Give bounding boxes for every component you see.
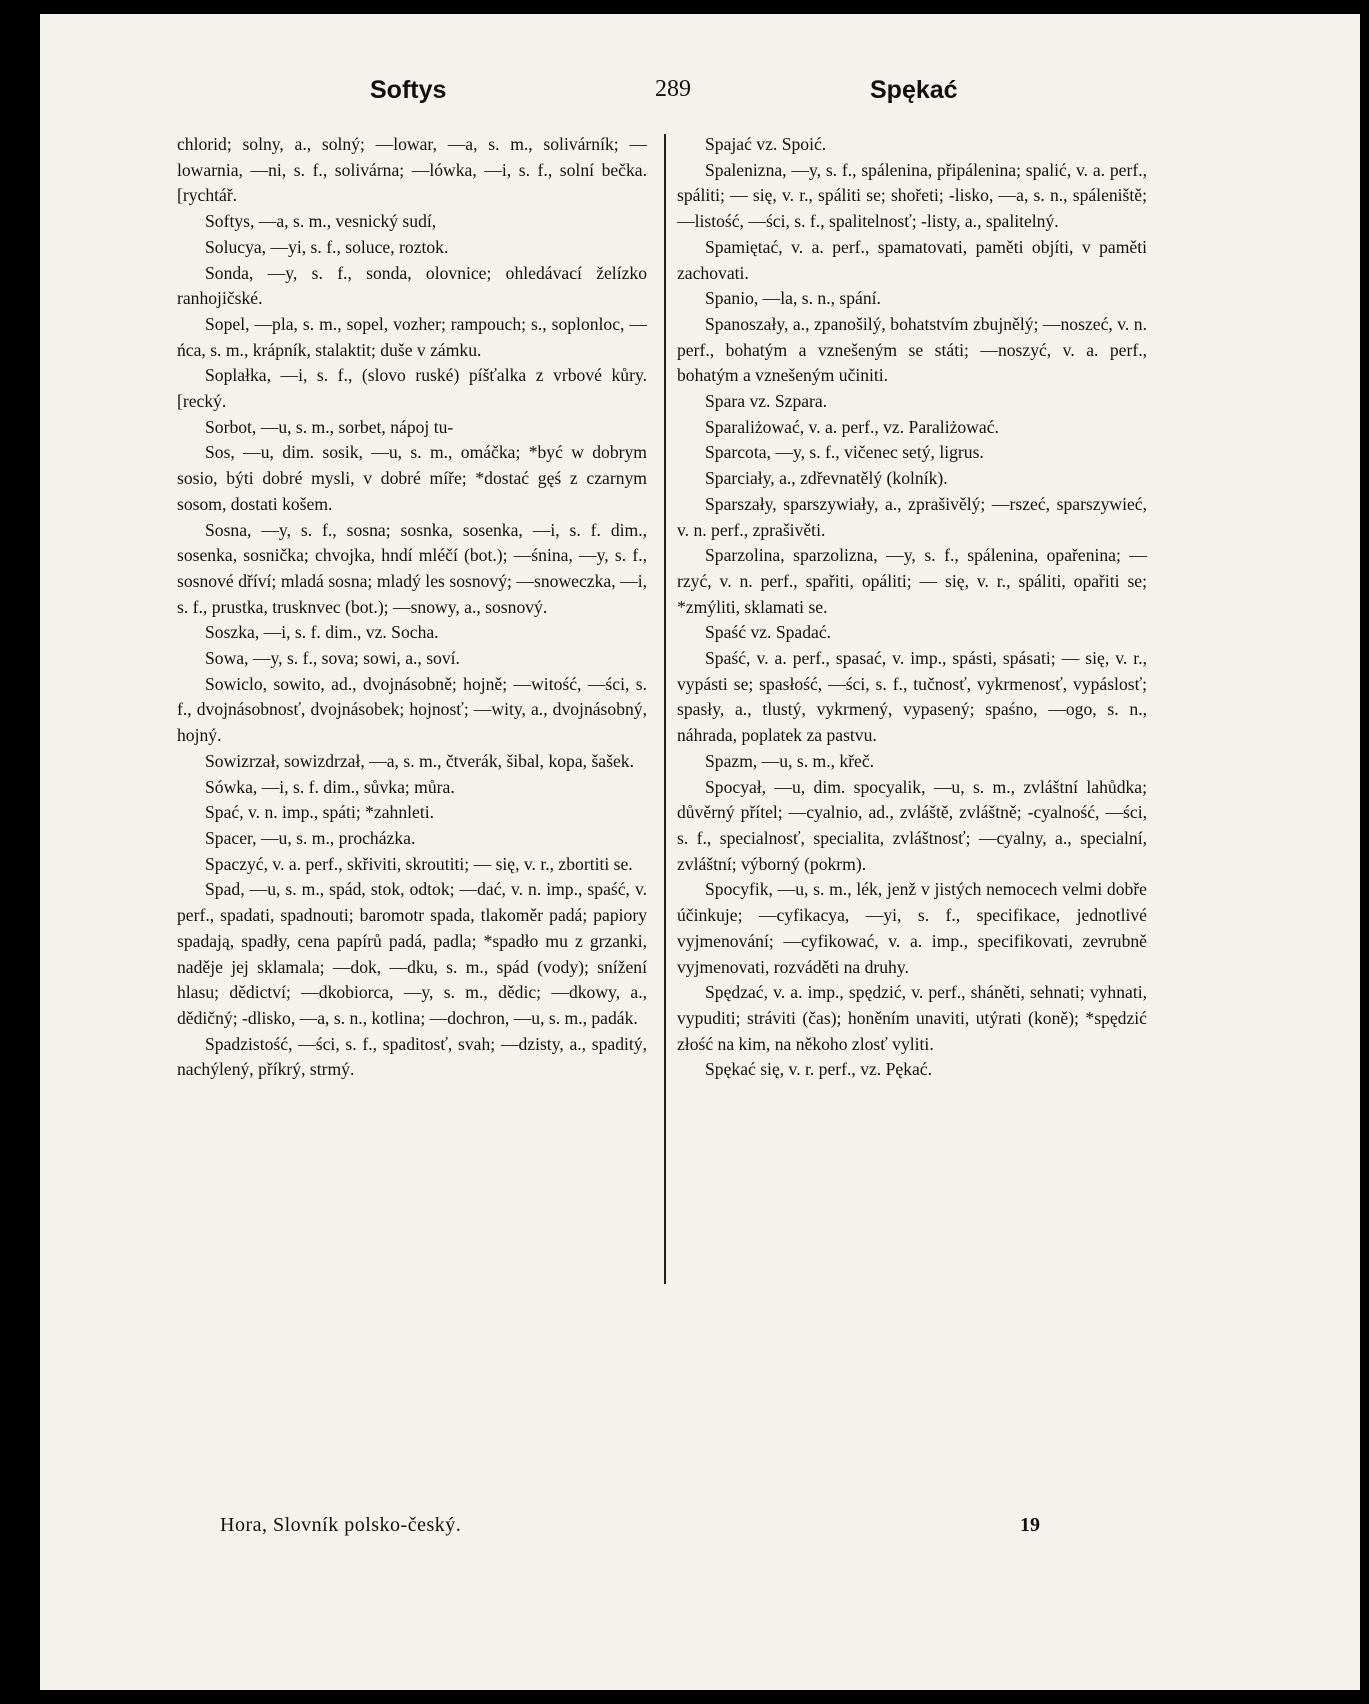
left-column <box>177 132 647 1083</box>
sheet-number: 19 <box>1020 1514 1040 1536</box>
left-running-headword: Softys <box>370 76 447 104</box>
dictionary-entry: Softys, —a, s. m., vesnický sudí, <box>205 211 437 232</box>
dictionary-entry: Sparzolina, sparzolizna, —y, s. f., spálenina, opařenina; —rzyć, v. n. perf., spařiti, opáliti; — się, v. r., spáliti, opařiti se; *zmýliti, sklamati se. <box>677 545 1147 617</box>
dictionary-entry: Spazm, —u, s. m., křeč. <box>705 750 875 771</box>
dictionary-entry: Spędzać, v. a. imp., spędzić, v. perf., sháněti, sehnati; vyhnati, vypuditi; stráviti (čas); honěním unaviti, utýrati (koně); *spędzić złość na kim, na někoho zlosť vyliti. <box>677 982 1147 1054</box>
dictionary-entry: Spocyfik, —u, s. m., lék, jenž v jistých nemocech velmi dobře účinkuje; —cyfikacya, —yi, s. f., specifikace, jednotlivé vyjmenování; —cyfikować, v. a. imp., specifikovati, zevrubně vyjmenovati, rozváděti na druhy. <box>677 879 1147 977</box>
right-column <box>677 132 1147 1083</box>
dictionary-entry: chlorid; solny, a., solný; —lowar, —a, s. m., solivárník; —lowarnia, —ni, s. f., solivárna; —lówka, —i, s. f., solní bečka. [rychtář. <box>177 134 647 206</box>
dictionary-entry: Sowizrzał, sowizdrzał, —a, s. m., čtverák, šibal, kopa, šašek. <box>205 750 634 771</box>
dictionary-entry: Spocyał, —u, dim. spocyalik, —u, s. m., zvláštní lahůdka; důvěrný přítel; —cyalnio, ad., zvláště, zvláštně; -cyalność, —ści, s. f., specialnosť, specialita, zvláštnosť; —cyalny, a., specialní, zvláštní; výborný (pokrm). <box>677 776 1147 874</box>
page-number: 289 <box>655 76 691 102</box>
dictionary-entry: Spalenizna, —y, s. f., spálenina, připálenina; spalić, v. a. perf., spáliti; — się, v. r., spáliti se; shořeti; -lisko, —a, s. n., spáleniště; —listość, —ści, s. f., spalitelnosť; -listy, a., spalitelný. <box>677 159 1147 232</box>
signature-line: Hora, Slovník polsko-český. <box>220 1514 462 1536</box>
dictionary-entry: Soplałka, —i, s. f., (slovo ruské) píšťalka z vrbové kůry. [recký. <box>177 365 647 412</box>
dictionary-page <box>40 14 1360 1690</box>
dictionary-entry: Spamiętać, v. a. perf., spamatovati, paměti objíti, v paměti zachovati. <box>677 236 1147 283</box>
dictionary-entry: Spara vz. Szpara. <box>705 391 828 412</box>
dictionary-entry: Spacer, —u, s. m., procházka. <box>205 827 416 848</box>
dictionary-entry: Sówka, —i, s. f. dim., sůvka; můra. <box>205 776 455 797</box>
dictionary-entry: Spać, v. n. imp., spáti; *zahnleti. <box>205 802 435 823</box>
dictionary-entry: Spadzistość, —ści, s. f., spaditosť, svah; —dzisty, a., spaditý, nachýlený, příkrý, strmý. <box>177 1033 647 1080</box>
column-divider <box>664 134 666 1284</box>
dictionary-entry: Sos, —u, dim. sosik, —u, s. m., omáčka; *być w dobrym sosio, býti dobré mysli, v dobré míře; *dostać gęś z czarnym sosom, dostati košem. <box>177 442 647 514</box>
dictionary-entry: Spanio, —la, s. n., spání. <box>705 288 881 309</box>
dictionary-entry: Spaść vz. Spadać. <box>705 622 832 643</box>
dictionary-entry: Sowa, —y, s. f., sova; sowi, a., soví. <box>205 648 460 669</box>
dictionary-entry: Sopel, —pla, s. m., sopel, vozher; rampouch; s., soplonloc, —ńca, s. m., krápník, stalaktit; duše v zámku. <box>177 313 647 360</box>
dictionary-entry: Sonda, —y, s. f., sonda, olovnice; ohledávací želízko ranhojičské. <box>177 262 647 309</box>
dictionary-entry: Sorbot, —u, s. m., sorbet, nápoj tu- <box>205 416 454 437</box>
dictionary-entry: Sparaliżować, v. a. perf., vz. Paraliżować. <box>705 416 999 437</box>
dictionary-entry: Spaczyć, v. a. perf., skřiviti, skroutiti; — się, v. r., zbortiti se. <box>205 853 633 874</box>
dictionary-entry: Sosna, —y, s. f., sosna; sosnka, sosenka, —i, s. f. dim., sosenka, sosnička; chvojka, hndí mléčí (bot.); —śnina, —y, s. f., sosnové dříví; mladá sosna; mladý les sosnový; —snoweczka, —i, s. f., prustka, trusknvec (bot.); —snowy, a., sosnový. <box>177 519 647 617</box>
dictionary-entry: Sowiclo, sowito, ad., dvojnásobně; hojně; —witość, —ści, s. f., dvojnásobnosť, dvojnásobek; hojnosť; —wity, a., dvojnásobný, hojný. <box>177 673 647 746</box>
dictionary-entry: Sparciały, a., zdřevnatělý (kolník). <box>705 468 948 489</box>
dictionary-entry: Spad, —u, s. m., spád, stok, odtok; —dać, v. n. imp., spaść, v. perf., spadati, spadnouti; baromotr spada, tlakoměr padá; papiory spadają, spadły, cena papírů padá, padla; *spadło mu z grzanki, naděje jej sklamala; —dok, —dku, s. m., spád (vody); snížení hlasu; dědictví; —dkobiorca, —y, s. m., dědic; —dkowy, a., dědičný; -dlisko, —a, s. n., kotlina; —dochron, —u, s. m., padák. <box>177 879 647 1028</box>
right-running-headword: Spękać <box>870 76 958 104</box>
dictionary-entry: Spaść, v. a. perf., spasać, v. imp., spásti, spásati; — się, v. r., vypásti se; spasłość, —ści, s. f., tučnosť, vykrmenosť, vypáslosť; spasły, a., tlustý, vykrmený, vypasený; spaśno, —ogo, s. n., náhrada, poplatek za pastvu. <box>677 648 1147 746</box>
dictionary-entry: Soszka, —i, s. f. dim., vz. Socha. <box>205 622 439 643</box>
dictionary-entry: Spanoszały, a., zpanošilý, bohatstvím zbujnělý; —noszeć, v. n. perf., bohatým a vznešeným se státi; —noszyć, v. a. perf., bohatým a vznešeným učiniti. <box>677 313 1147 386</box>
page-header <box>40 76 1360 116</box>
dictionary-entry: Spajać vz. Spoić. <box>705 134 827 154</box>
dictionary-entry: Sparcota, —y, s. f., vičenec setý, ligrus. <box>705 442 984 463</box>
dictionary-entry: Solucya, —yi, s. f., soluce, roztok. <box>205 236 449 257</box>
dictionary-entry: Spękać się, v. r. perf., vz. Pękać. <box>705 1059 933 1080</box>
dictionary-entry: Sparszały, sparszywiały, a., zprašivělý; —rszeć, sparszywieć, v. n. perf., zprašivěti. <box>677 493 1147 540</box>
